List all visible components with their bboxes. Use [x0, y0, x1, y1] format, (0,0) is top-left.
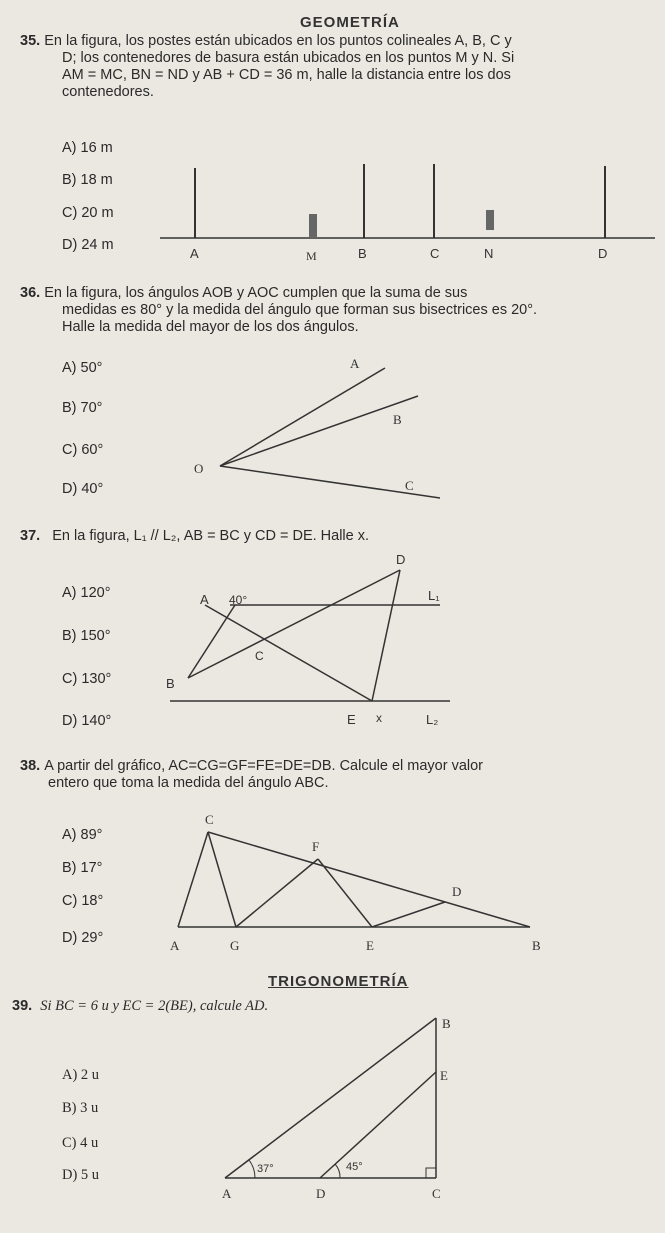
question-number: 36.: [20, 285, 41, 301]
label-b: B: [442, 1016, 451, 1031]
option-b[interactable]: B) 150°: [62, 628, 111, 644]
option-c[interactable]: C) 60°: [62, 442, 104, 458]
option-b[interactable]: B) 18 m: [62, 172, 113, 188]
option-d[interactable]: D) 24 m: [62, 237, 114, 253]
segment-ab: [225, 1018, 436, 1178]
option-a[interactable]: A) 2 u: [62, 1067, 100, 1083]
option-b[interactable]: B) 70°: [62, 400, 103, 416]
section-title-geometry: GEOMETRÍA: [300, 14, 400, 31]
question-text: A partir del gráfico, AC=CG=GF=FE=DE=DB. Calcule el mayor valor: [44, 758, 484, 774]
question-text: entero que toma la medida del ángulo ABC.: [48, 775, 329, 791]
option-d[interactable]: D) 5 u: [62, 1167, 100, 1183]
label-e: E: [366, 938, 374, 953]
label-c: C: [430, 246, 440, 261]
bin-n-icon: [486, 210, 494, 230]
option-b[interactable]: B) 17°: [62, 860, 103, 876]
option-a[interactable]: A) 120°: [62, 585, 111, 601]
question-text: medidas es 80° y la medida del ángulo que forman sus bisectrices es 20°.: [62, 302, 538, 318]
question-37: [20, 528, 660, 545]
question-text: En la figura, los ángulos AOB y AOC cumplen que la suma de sus: [44, 285, 468, 301]
question-number: 38.: [20, 758, 41, 774]
label-f: F: [312, 839, 320, 854]
section-title-trigonometry: TRIGONOMETRÍA: [268, 973, 409, 990]
segment-de: [320, 1072, 436, 1178]
option-c[interactable]: C) 130°: [62, 671, 112, 687]
option-c[interactable]: C) 18°: [62, 893, 104, 909]
figure-39-right-triangle: [200, 1010, 460, 1225]
angle-arc-45: [335, 1164, 340, 1178]
figure-36-angles: [180, 348, 480, 508]
question-35: [20, 33, 660, 101]
label-a: A: [170, 938, 180, 953]
label-m: M: [306, 249, 317, 263]
option-d[interactable]: D) 40°: [62, 481, 104, 497]
option-c[interactable]: C) 20 m: [62, 205, 114, 221]
segment-gf: [236, 859, 318, 927]
angle-arc-37: [249, 1160, 255, 1178]
label-b: B: [393, 412, 402, 427]
label-l2: L₂: [426, 712, 439, 727]
label-c: C: [205, 812, 214, 827]
label-c: C: [432, 1186, 441, 1201]
angle-40: 40°: [229, 593, 248, 607]
label-g: G: [230, 938, 240, 953]
option-a[interactable]: A) 16 m: [62, 140, 113, 156]
label-d: D: [452, 884, 462, 899]
segment-ab: [188, 605, 235, 678]
label-c: C: [255, 649, 264, 663]
figure-38-triangle: [160, 810, 550, 960]
label-b: B: [358, 246, 367, 261]
label-a: A: [190, 246, 199, 261]
segment-de: [372, 570, 400, 701]
question-text: En la figura, L₁ // L₂, AB = BC y CD = DE. Halle x.: [52, 528, 370, 544]
option-c[interactable]: C) 4 u: [62, 1135, 99, 1151]
bin-m-icon: [309, 214, 317, 238]
question-number: 39.: [12, 998, 33, 1014]
angle-37: 37°: [257, 1163, 274, 1175]
question-38: [20, 758, 660, 792]
label-d: D: [316, 1186, 326, 1201]
question-number: 35.: [20, 33, 41, 49]
label-b: B: [166, 676, 175, 691]
question-number: 37.: [20, 528, 41, 544]
option-d[interactable]: D) 140°: [62, 713, 112, 729]
question-36: [20, 285, 660, 336]
label-a: A: [200, 592, 209, 607]
question-text: D; los contenedores de basura están ubicados en los puntos M y N. Si: [62, 50, 515, 66]
option-a[interactable]: A) 89°: [62, 827, 103, 843]
segment-cb: [208, 832, 530, 927]
option-a[interactable]: A) 50°: [62, 360, 103, 376]
option-b[interactable]: B) 3 u: [62, 1100, 99, 1116]
label-e: E: [440, 1068, 448, 1083]
label-d: D: [598, 246, 608, 261]
label-c: C: [405, 478, 414, 493]
option-d[interactable]: D) 29°: [62, 930, 104, 946]
label-a: A: [222, 1186, 232, 1201]
question-text: Si BC = 6 u y EC = 2(BE), calcule AD.: [40, 998, 269, 1014]
label-x: x: [376, 711, 382, 725]
segment-bd: [188, 570, 400, 678]
label-o: O: [194, 461, 204, 476]
angle-45: 45°: [346, 1161, 363, 1173]
label-a: A: [350, 356, 360, 371]
figure-37-parallel-lines: [160, 548, 460, 738]
figure-35-posts: [150, 150, 660, 275]
question-text: contenedores.: [62, 84, 154, 100]
segment-ed: [372, 902, 445, 927]
right-angle-mark: [426, 1168, 436, 1178]
segment-ac: [178, 832, 208, 927]
label-d: D: [396, 552, 406, 567]
segment-cg: [208, 832, 236, 927]
label-n: N: [484, 246, 494, 261]
label-b: B: [532, 938, 541, 953]
label-l1: L₁: [428, 588, 440, 603]
segment-ae: [205, 605, 372, 701]
label-e: E: [347, 712, 356, 727]
segment-fe: [318, 859, 372, 927]
question-text: AM = MC, BN = ND y AB + CD = 36 m, halle la distancia entre los dos: [62, 67, 511, 83]
question-text: En la figura, los postes están ubicados en los puntos colineales A, B, C y: [44, 33, 512, 49]
question-text: Halle la medida del mayor de los dos ángulos.: [62, 319, 359, 335]
